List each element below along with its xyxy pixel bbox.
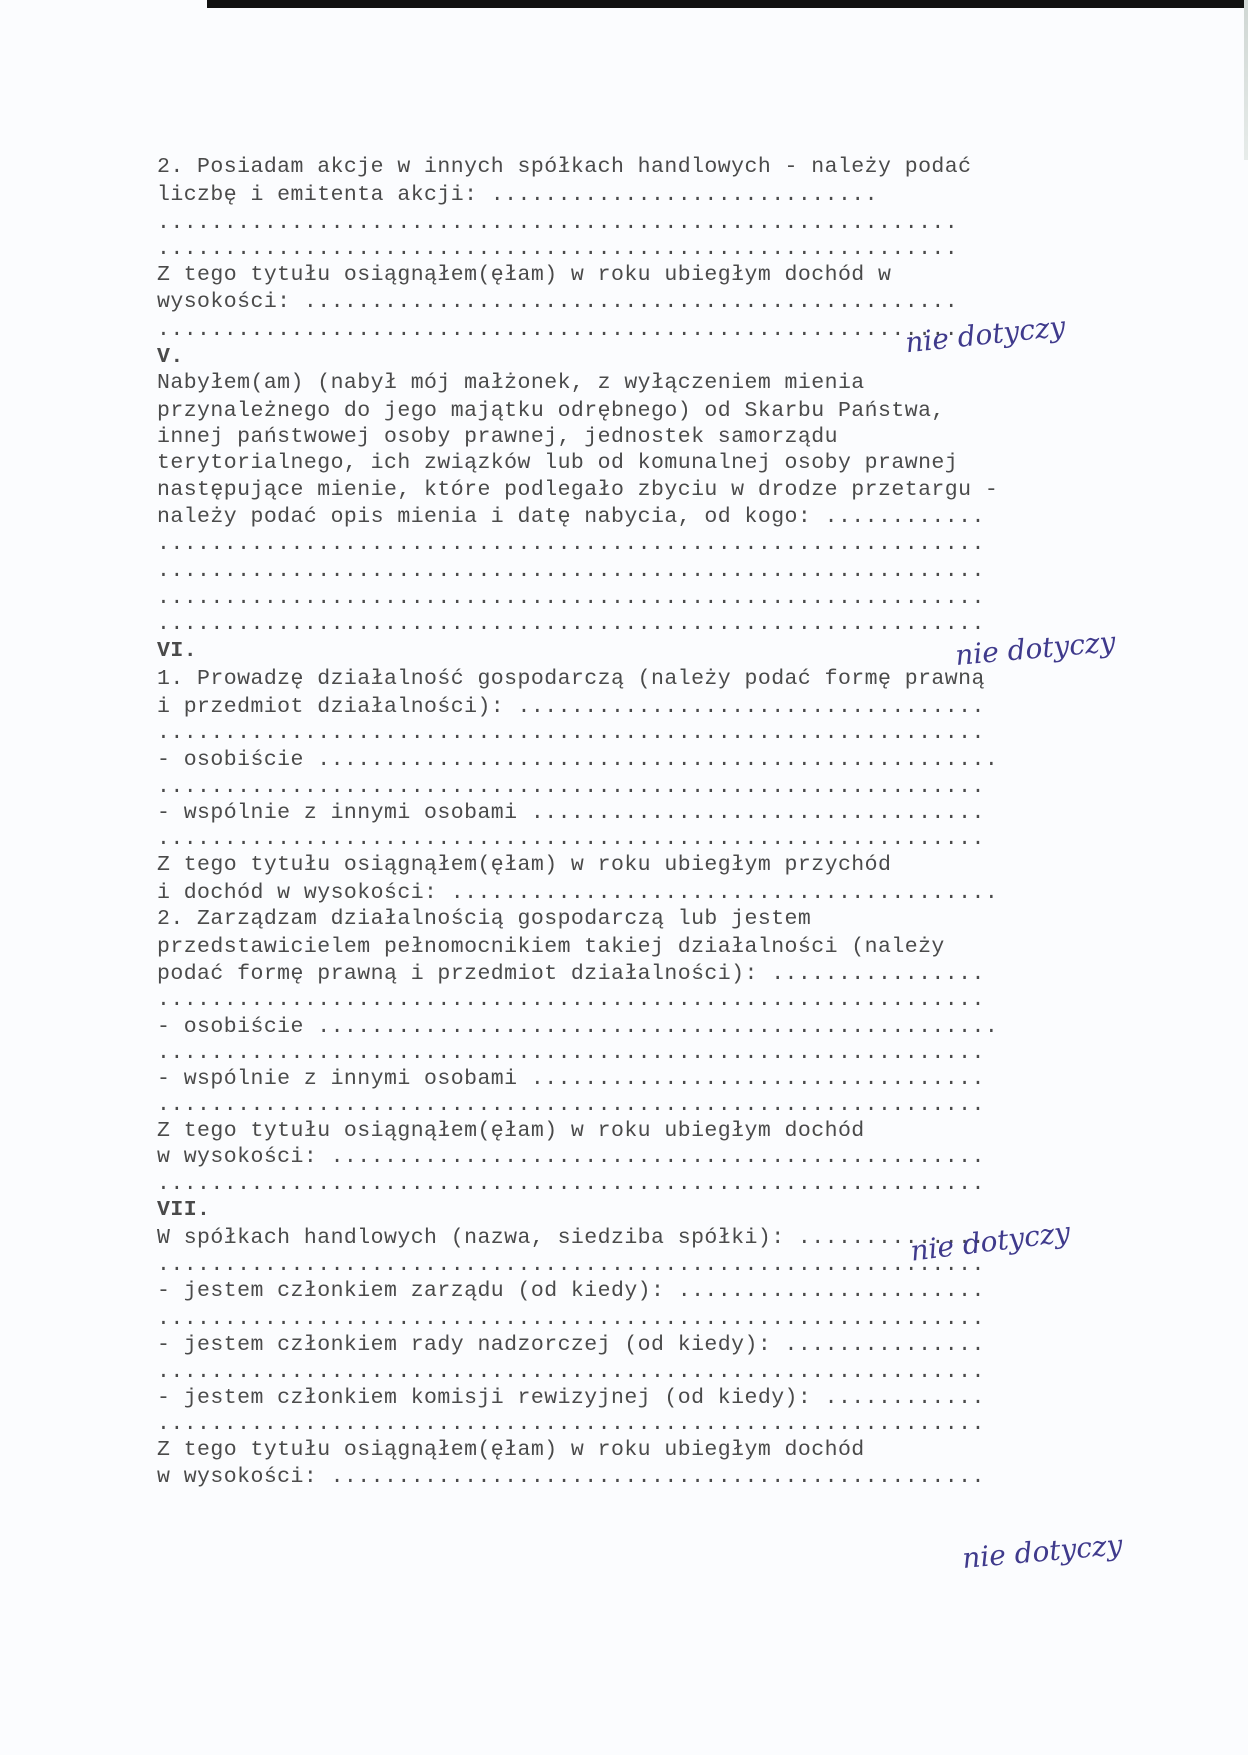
section-heading-v: V.	[157, 345, 184, 369]
dotted-line: ..............................................................	[157, 1307, 985, 1331]
text-line: 1. Prowadzę działalność gospodarczą (należy podać formę prawną	[157, 667, 985, 691]
text-line: terytorialnego, ich związków lub od komunalnej osoby prawnej	[157, 451, 959, 475]
text-line: przedstawicielem pełnomocnikiem takiej działalności (należy	[157, 935, 945, 959]
text-line: innej państwowej osoby prawnej, jednostek samorządu	[157, 425, 838, 449]
text-line: - wspólnie z innymi osobami ..................................	[157, 1067, 985, 1091]
text-line: należy podać opis mienia i datę nabycia, od kogo: ............	[157, 505, 985, 529]
text-line: i przedmiot działalności): ...................................	[157, 695, 985, 719]
dotted-line: ..............................................................	[157, 1172, 985, 1196]
dotted-line: ..............................................................	[157, 1253, 985, 1277]
text-line: Z tego tytułu osiągnąłem(ęłam) w roku ubiegłym przychód	[157, 853, 892, 877]
text-line: - wspólnie z innymi osobami ..................................	[157, 801, 985, 825]
dotted-line: ............................................................	[157, 237, 959, 261]
dotted-line: ..............................................................	[157, 1093, 985, 1117]
dotted-line: ..............................................................	[157, 612, 985, 636]
text-line: Z tego tytułu osiągnąłem(ęłam) w roku ubiegłym dochód	[157, 1119, 865, 1143]
text-line: - jestem członkiem rady nadzorczej (od kiedy): ...............	[157, 1333, 985, 1357]
handwritten-note: nie dotyczy	[960, 1528, 1124, 1575]
section-heading-vi: VI.	[157, 639, 198, 663]
dotted-line: ............................................................	[157, 318, 959, 342]
text-line: - jestem członkiem komisji rewizyjnej (od kiedy): ............	[157, 1386, 985, 1410]
text-line: liczbę i emitenta akcji: .............................	[157, 183, 879, 207]
dotted-line: ..............................................................	[157, 988, 985, 1012]
text-line: w wysokości: .................................................	[157, 1145, 985, 1169]
text-line: i dochód w wysokości: .........................................	[157, 881, 999, 905]
dotted-line: ..............................................................	[157, 1412, 985, 1436]
handwritten-note: nie dotyczy	[953, 625, 1117, 672]
handwritten-note: nie dotyczy	[903, 309, 1067, 360]
text-line: następujące mienie, które podlegało zbyciu w drodze przetargu -	[157, 478, 999, 502]
dotted-line: ..............................................................	[157, 827, 985, 851]
text-line: Z tego tytułu osiągnąłem(ęłam) w roku ubiegłym dochód	[157, 1438, 865, 1462]
text-line: przynależnego do jego majątku odrębnego) od Skarbu Państwa,	[157, 399, 945, 423]
text-line: 2. Zarządzam działalnością gospodarczą lub jestem	[157, 907, 812, 931]
text-line: w wysokości: .................................................	[157, 1465, 985, 1489]
dotted-line: ..............................................................	[157, 559, 985, 583]
text-line: - osobiście ...................................................	[157, 1015, 999, 1039]
section-heading-vii: VII.	[157, 1198, 211, 1222]
text-line: podać formę prawną i przedmiot działalności): ................	[157, 962, 985, 986]
dotted-line: ..............................................................	[157, 775, 985, 799]
dotted-line: ............................................................	[157, 211, 959, 235]
text-line: - jestem członkiem zarządu (od kiedy): .......................	[157, 1279, 985, 1303]
text-line: W spółkach handlowych (nazwa, siedziba spółki): ..............	[157, 1226, 985, 1250]
text-line: Z tego tytułu osiągnąłem(ęłam) w roku ubiegłym dochód w	[157, 263, 892, 287]
text-line: 2. Posiadam akcje w innych spółkach handlowych - należy podać	[157, 155, 972, 179]
dotted-line: ..............................................................	[157, 586, 985, 610]
scan-top-edge	[207, 0, 1248, 8]
dotted-line: ..............................................................	[157, 1360, 985, 1384]
scan-right-edge	[1244, 0, 1248, 160]
dotted-line: ..............................................................	[157, 532, 985, 556]
dotted-line: ..............................................................	[157, 1041, 985, 1065]
dotted-line: ..............................................................	[157, 721, 985, 745]
text-line: Nabyłem(am) (nabył mój małżonek, z wyłączeniem mienia	[157, 371, 865, 395]
handwritten-note: nie dotyczy	[908, 1215, 1072, 1268]
text-line: - osobiście ...................................................	[157, 748, 999, 772]
text-line: wysokości: .................................................	[157, 290, 959, 314]
